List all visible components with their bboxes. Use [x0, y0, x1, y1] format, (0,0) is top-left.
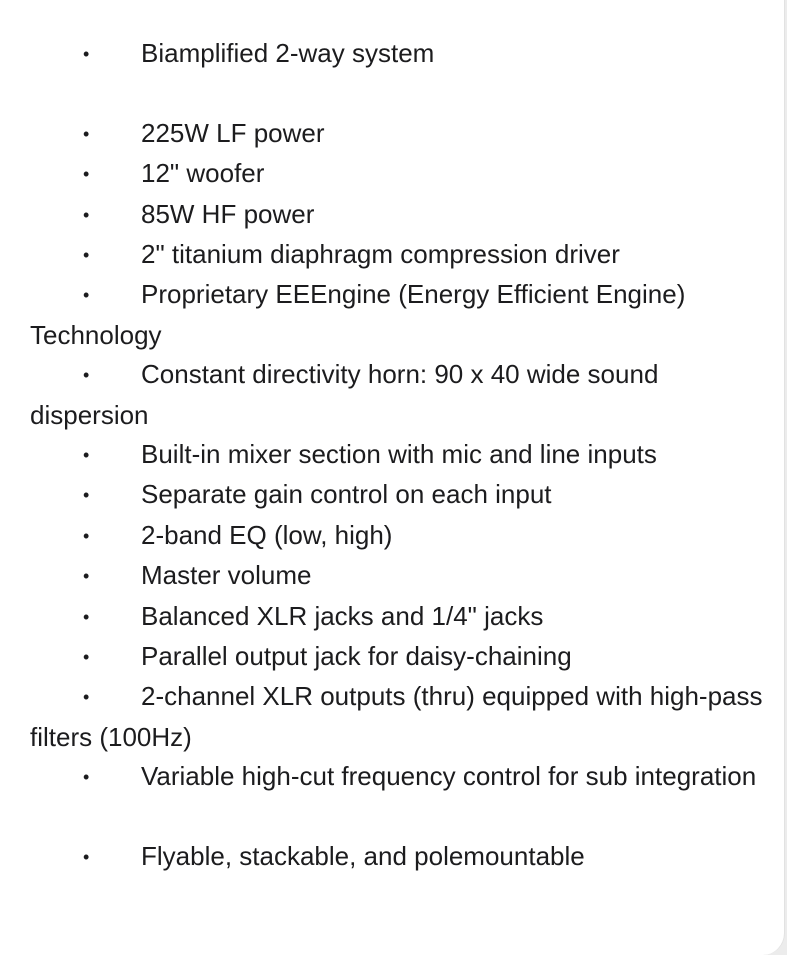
feature-text: Built-in mixer section with mic and line inputs	[141, 439, 657, 470]
bullet-icon: •	[83, 647, 90, 668]
bullet-icon: •	[83, 365, 90, 386]
bullet-icon: •	[83, 164, 90, 185]
feature-text: 2-channel XLR outputs (thru) equipped with high-pass filters (100Hz)	[30, 681, 763, 752]
feature-text: Separate gain control on each input	[141, 479, 552, 510]
feature-text: Parallel output jack for daisy-chaining	[141, 641, 572, 672]
list-item	[30, 195, 770, 235]
feature-list	[30, 34, 770, 878]
feature-text: Variable high-cut frequency control for sub integration	[141, 761, 757, 792]
list-item	[30, 154, 770, 194]
list-item	[30, 677, 770, 757]
feature-text: 2" titanium diaphragm compression driver	[141, 239, 620, 270]
feature-text: Flyable, stackable, and polemountable	[141, 841, 585, 872]
list-item	[30, 114, 770, 154]
list-item	[30, 355, 770, 435]
feature-text: Biamplified 2-way system	[141, 38, 435, 68]
bullet-icon: •	[83, 204, 90, 225]
bullet-icon: •	[83, 485, 90, 506]
list-item	[30, 597, 770, 637]
list-item	[30, 34, 770, 74]
list-item	[30, 757, 770, 797]
list-item	[30, 275, 770, 355]
bullet-icon: •	[83, 847, 90, 868]
bullet-icon: •	[83, 566, 90, 587]
feature-text: 225W LF power	[141, 117, 325, 148]
list-item	[30, 516, 770, 556]
bullet-icon: •	[83, 445, 90, 466]
list-item	[30, 435, 770, 475]
feature-text: 2-band EQ (low, high)	[141, 519, 393, 550]
bullet-icon: •	[83, 687, 90, 708]
list-item	[30, 235, 770, 275]
feature-text: Master volume	[141, 560, 312, 591]
feature-text: 12" woofer	[141, 158, 265, 189]
bullet-icon: •	[83, 767, 90, 788]
bullet-icon: •	[83, 285, 90, 306]
list-item	[30, 556, 770, 596]
feature-text: Balanced XLR jacks and 1/4" jacks	[141, 600, 544, 631]
list-item	[30, 837, 770, 877]
bullet-icon: •	[83, 606, 90, 627]
list-item	[30, 475, 770, 515]
bullet-icon: •	[83, 245, 90, 266]
feature-text: Constant directivity horn: 90 x 40 wide sound dispersion	[30, 359, 659, 430]
feature-text: Proprietary EEEngine (Energy Efficient Engine) Technology	[30, 279, 686, 350]
list-item	[30, 637, 770, 677]
bullet-icon: •	[83, 44, 90, 64]
bullet-icon: •	[83, 123, 90, 144]
bullet-icon: •	[83, 525, 90, 546]
feature-text: 85W HF power	[141, 198, 315, 229]
